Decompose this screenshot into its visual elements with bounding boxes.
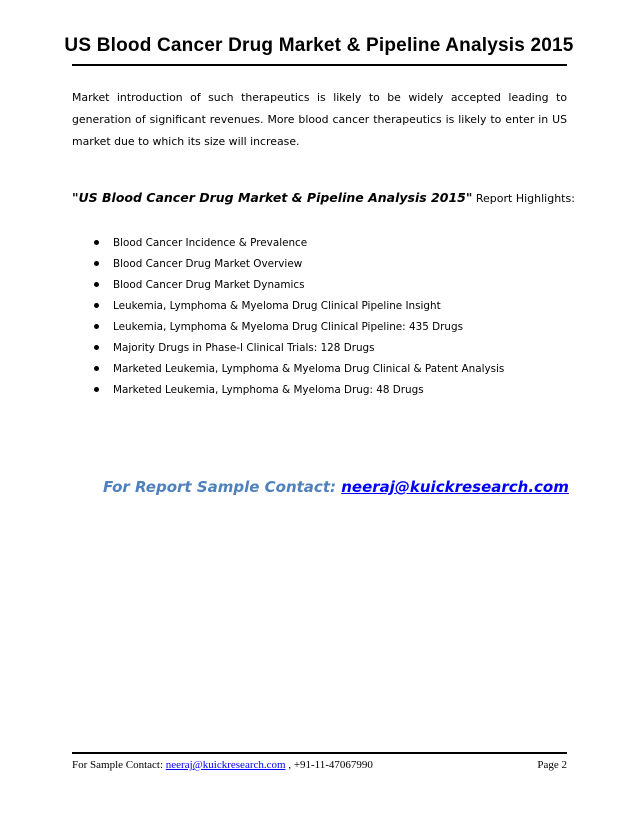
footer-email-link[interactable]: neeraj@kuickresearch.com	[165, 759, 286, 771]
highlights-suffix: Report Highlights:	[472, 192, 575, 205]
bullet-icon	[94, 345, 99, 350]
bullet-icon	[94, 324, 99, 329]
list-item-text: Blood Cancer Drug Market Overview	[113, 258, 303, 270]
list-item-text: Blood Cancer Drug Market Dynamics	[113, 279, 305, 291]
footer-divider	[72, 752, 567, 754]
report-name: "US Blood Cancer Drug Market & Pipeline Analysis 2015"	[72, 190, 473, 205]
contact-label: For Report Sample Contact:	[103, 478, 342, 496]
page-number: Page 2	[537, 759, 567, 771]
bullet-icon	[94, 282, 99, 287]
page-title: US Blood Cancer Drug Market & Pipeline Analysis 2015	[64, 35, 574, 56]
header-divider	[72, 64, 567, 66]
list-item-text: Blood Cancer Incidence & Prevalence	[113, 237, 308, 249]
highlights-heading	[72, 190, 575, 205]
bullet-icon	[94, 240, 99, 245]
list-item-text: Marketed Leukemia, Lymphoma & Myeloma Drug: 48 Drugs	[113, 384, 424, 396]
report-sample-contact	[103, 478, 569, 496]
contact-email-link[interactable]: neeraj@kuickresearch.com	[341, 478, 569, 496]
page-footer	[72, 759, 567, 771]
bullet-icon	[94, 261, 99, 266]
intro-paragraph: Market introduction of such therapeutics is likely to be widely accepted leading to generation of significant revenues. More blood cancer therapeutics is likely to enter in US market due to which its size will increase.	[72, 91, 567, 148]
list-item-text: Majority Drugs in Phase-I Clinical Trials: 128 Drugs	[113, 342, 375, 354]
bullet-icon	[94, 303, 99, 308]
list-item-text: Leukemia, Lymphoma & Myeloma Drug Clinical Pipeline: 435 Drugs	[113, 321, 463, 333]
bullet-icon	[94, 387, 99, 392]
footer-phone: , +91-11-47067990	[285, 759, 373, 771]
list-item-text: Leukemia, Lymphoma & Myeloma Drug Clinical Pipeline Insight	[113, 300, 441, 312]
list-item-text: Marketed Leukemia, Lymphoma & Myeloma Drug Clinical & Patent Analysis	[113, 363, 505, 375]
bullet-icon	[94, 366, 99, 371]
footer-prefix: For Sample Contact:	[72, 759, 166, 771]
